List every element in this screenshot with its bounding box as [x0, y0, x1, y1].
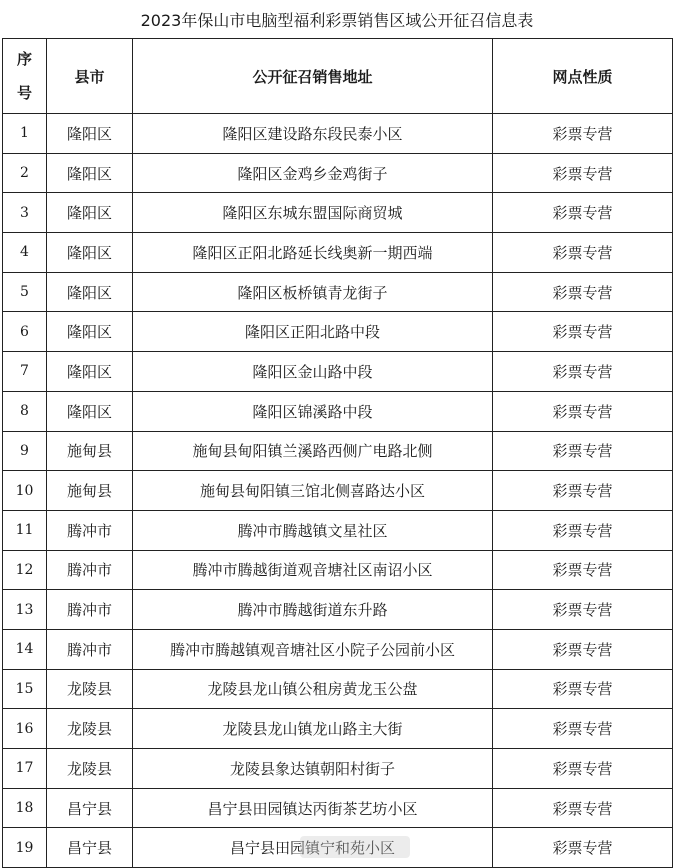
table-row: [3, 193, 673, 233]
cell-index: 18: [3, 788, 47, 828]
header-county: 县市: [47, 39, 133, 114]
cell-index: 2: [3, 153, 47, 193]
cell-index: 19: [3, 828, 47, 868]
cell-index: 12: [3, 550, 47, 590]
cell-index: 4: [3, 233, 47, 273]
cell-address: 昌宁县田园镇宁和苑小区: [133, 828, 493, 868]
header-index: [3, 39, 47, 114]
cell-address: 腾冲市腾越镇观音塘社区小院子公园前小区: [133, 629, 493, 669]
table-header-row: [3, 39, 673, 114]
cell-index: 10: [3, 471, 47, 511]
cell-type: 彩票专营: [493, 312, 673, 352]
header-index-line2: 号: [16, 84, 32, 102]
cell-type: 彩票专营: [493, 669, 673, 709]
cell-type: 彩票专营: [493, 510, 673, 550]
cell-address: 昌宁县田园镇达丙街茶艺坊小区: [133, 788, 493, 828]
table-row: [3, 510, 673, 550]
cell-address: 腾冲市腾越街道东升路: [133, 590, 493, 630]
cell-address: 隆阳区板桥镇青龙街子: [133, 272, 493, 312]
cell-type: 彩票专营: [493, 828, 673, 868]
cell-county: 隆阳区: [47, 233, 133, 273]
watermark-overlay: [300, 836, 410, 858]
cell-county: 腾冲市: [47, 590, 133, 630]
table-row: [3, 272, 673, 312]
cell-type: 彩票专营: [493, 471, 673, 511]
cell-county: 腾冲市: [47, 550, 133, 590]
cell-county: 隆阳区: [47, 193, 133, 233]
cell-county: 龙陵县: [47, 669, 133, 709]
cell-address: 施甸县甸阳镇兰溪路西侧广电路北侧: [133, 431, 493, 471]
header-address: 公开征召销售地址: [133, 39, 493, 114]
cell-address: 隆阳区锦溪路中段: [133, 391, 493, 431]
table-row: [3, 352, 673, 392]
cell-type: 彩票专营: [493, 233, 673, 273]
cell-type: 彩票专营: [493, 550, 673, 590]
info-table: [2, 38, 673, 868]
cell-type: 彩票专营: [493, 352, 673, 392]
cell-type: 彩票专营: [493, 431, 673, 471]
cell-index: 11: [3, 510, 47, 550]
cell-address: 龙陵县象达镇朝阳村街子: [133, 749, 493, 789]
cell-index: 3: [3, 193, 47, 233]
cell-county: 腾冲市: [47, 629, 133, 669]
table-row: [3, 669, 673, 709]
cell-type: 彩票专营: [493, 153, 673, 193]
cell-county: 龙陵县: [47, 749, 133, 789]
cell-index: 15: [3, 669, 47, 709]
table-row: [3, 114, 673, 154]
cell-address: 施甸县甸阳镇三馆北侧喜路达小区: [133, 471, 493, 511]
cell-address: 隆阳区金鸡乡金鸡街子: [133, 153, 493, 193]
table-row: [3, 431, 673, 471]
cell-index: 16: [3, 709, 47, 749]
cell-address: 龙陵县龙山镇公租房黄龙玉公盘: [133, 669, 493, 709]
cell-type: 彩票专营: [493, 193, 673, 233]
cell-type: 彩票专营: [493, 114, 673, 154]
table-row: [3, 709, 673, 749]
cell-type: 彩票专营: [493, 272, 673, 312]
cell-county: 隆阳区: [47, 153, 133, 193]
table-row: [3, 471, 673, 511]
cell-county: 隆阳区: [47, 391, 133, 431]
cell-index: 17: [3, 749, 47, 789]
cell-index: 14: [3, 629, 47, 669]
header-index-line1: 序: [16, 50, 32, 68]
cell-index: 5: [3, 272, 47, 312]
cell-county: 昌宁县: [47, 828, 133, 868]
table-row: [3, 788, 673, 828]
cell-address: 隆阳区正阳北路延长线奥新一期西端: [133, 233, 493, 273]
cell-type: 彩票专营: [493, 749, 673, 789]
table-row: [3, 550, 673, 590]
cell-index: 7: [3, 352, 47, 392]
cell-county: 腾冲市: [47, 510, 133, 550]
cell-type: 彩票专营: [493, 709, 673, 749]
cell-type: 彩票专营: [493, 590, 673, 630]
cell-index: 13: [3, 590, 47, 630]
cell-address: 隆阳区正阳北路中段: [133, 312, 493, 352]
cell-address: 隆阳区东城东盟国际商贸城: [133, 193, 493, 233]
cell-index: 1: [3, 114, 47, 154]
cell-index: 6: [3, 312, 47, 352]
table-row: [3, 312, 673, 352]
table-row: [3, 590, 673, 630]
cell-address: 腾冲市腾越镇文星社区: [133, 510, 493, 550]
cell-index: 9: [3, 431, 47, 471]
table-row: [3, 391, 673, 431]
cell-county: 施甸县: [47, 471, 133, 511]
header-type: 网点性质: [493, 39, 673, 114]
cell-address: 腾冲市腾越街道观音塘社区南诏小区: [133, 550, 493, 590]
cell-county: 龙陵县: [47, 709, 133, 749]
table-row: [3, 629, 673, 669]
cell-county: 隆阳区: [47, 312, 133, 352]
table-row: [3, 233, 673, 273]
cell-type: 彩票专营: [493, 788, 673, 828]
cell-type: 彩票专营: [493, 629, 673, 669]
page-title: 2023年保山市电脑型福利彩票销售区域公开征召信息表: [140, 10, 534, 30]
table-row: [3, 749, 673, 789]
cell-address: 龙陵县龙山镇龙山路主大街: [133, 709, 493, 749]
cell-county: 隆阳区: [47, 272, 133, 312]
cell-county: 施甸县: [47, 431, 133, 471]
cell-county: 隆阳区: [47, 352, 133, 392]
cell-address: 隆阳区建设路东段民泰小区: [133, 114, 493, 154]
cell-type: 彩票专营: [493, 391, 673, 431]
table-row: [3, 153, 673, 193]
cell-address: 隆阳区金山路中段: [133, 352, 493, 392]
cell-index: 8: [3, 391, 47, 431]
cell-county: 隆阳区: [47, 114, 133, 154]
cell-county: 昌宁县: [47, 788, 133, 828]
